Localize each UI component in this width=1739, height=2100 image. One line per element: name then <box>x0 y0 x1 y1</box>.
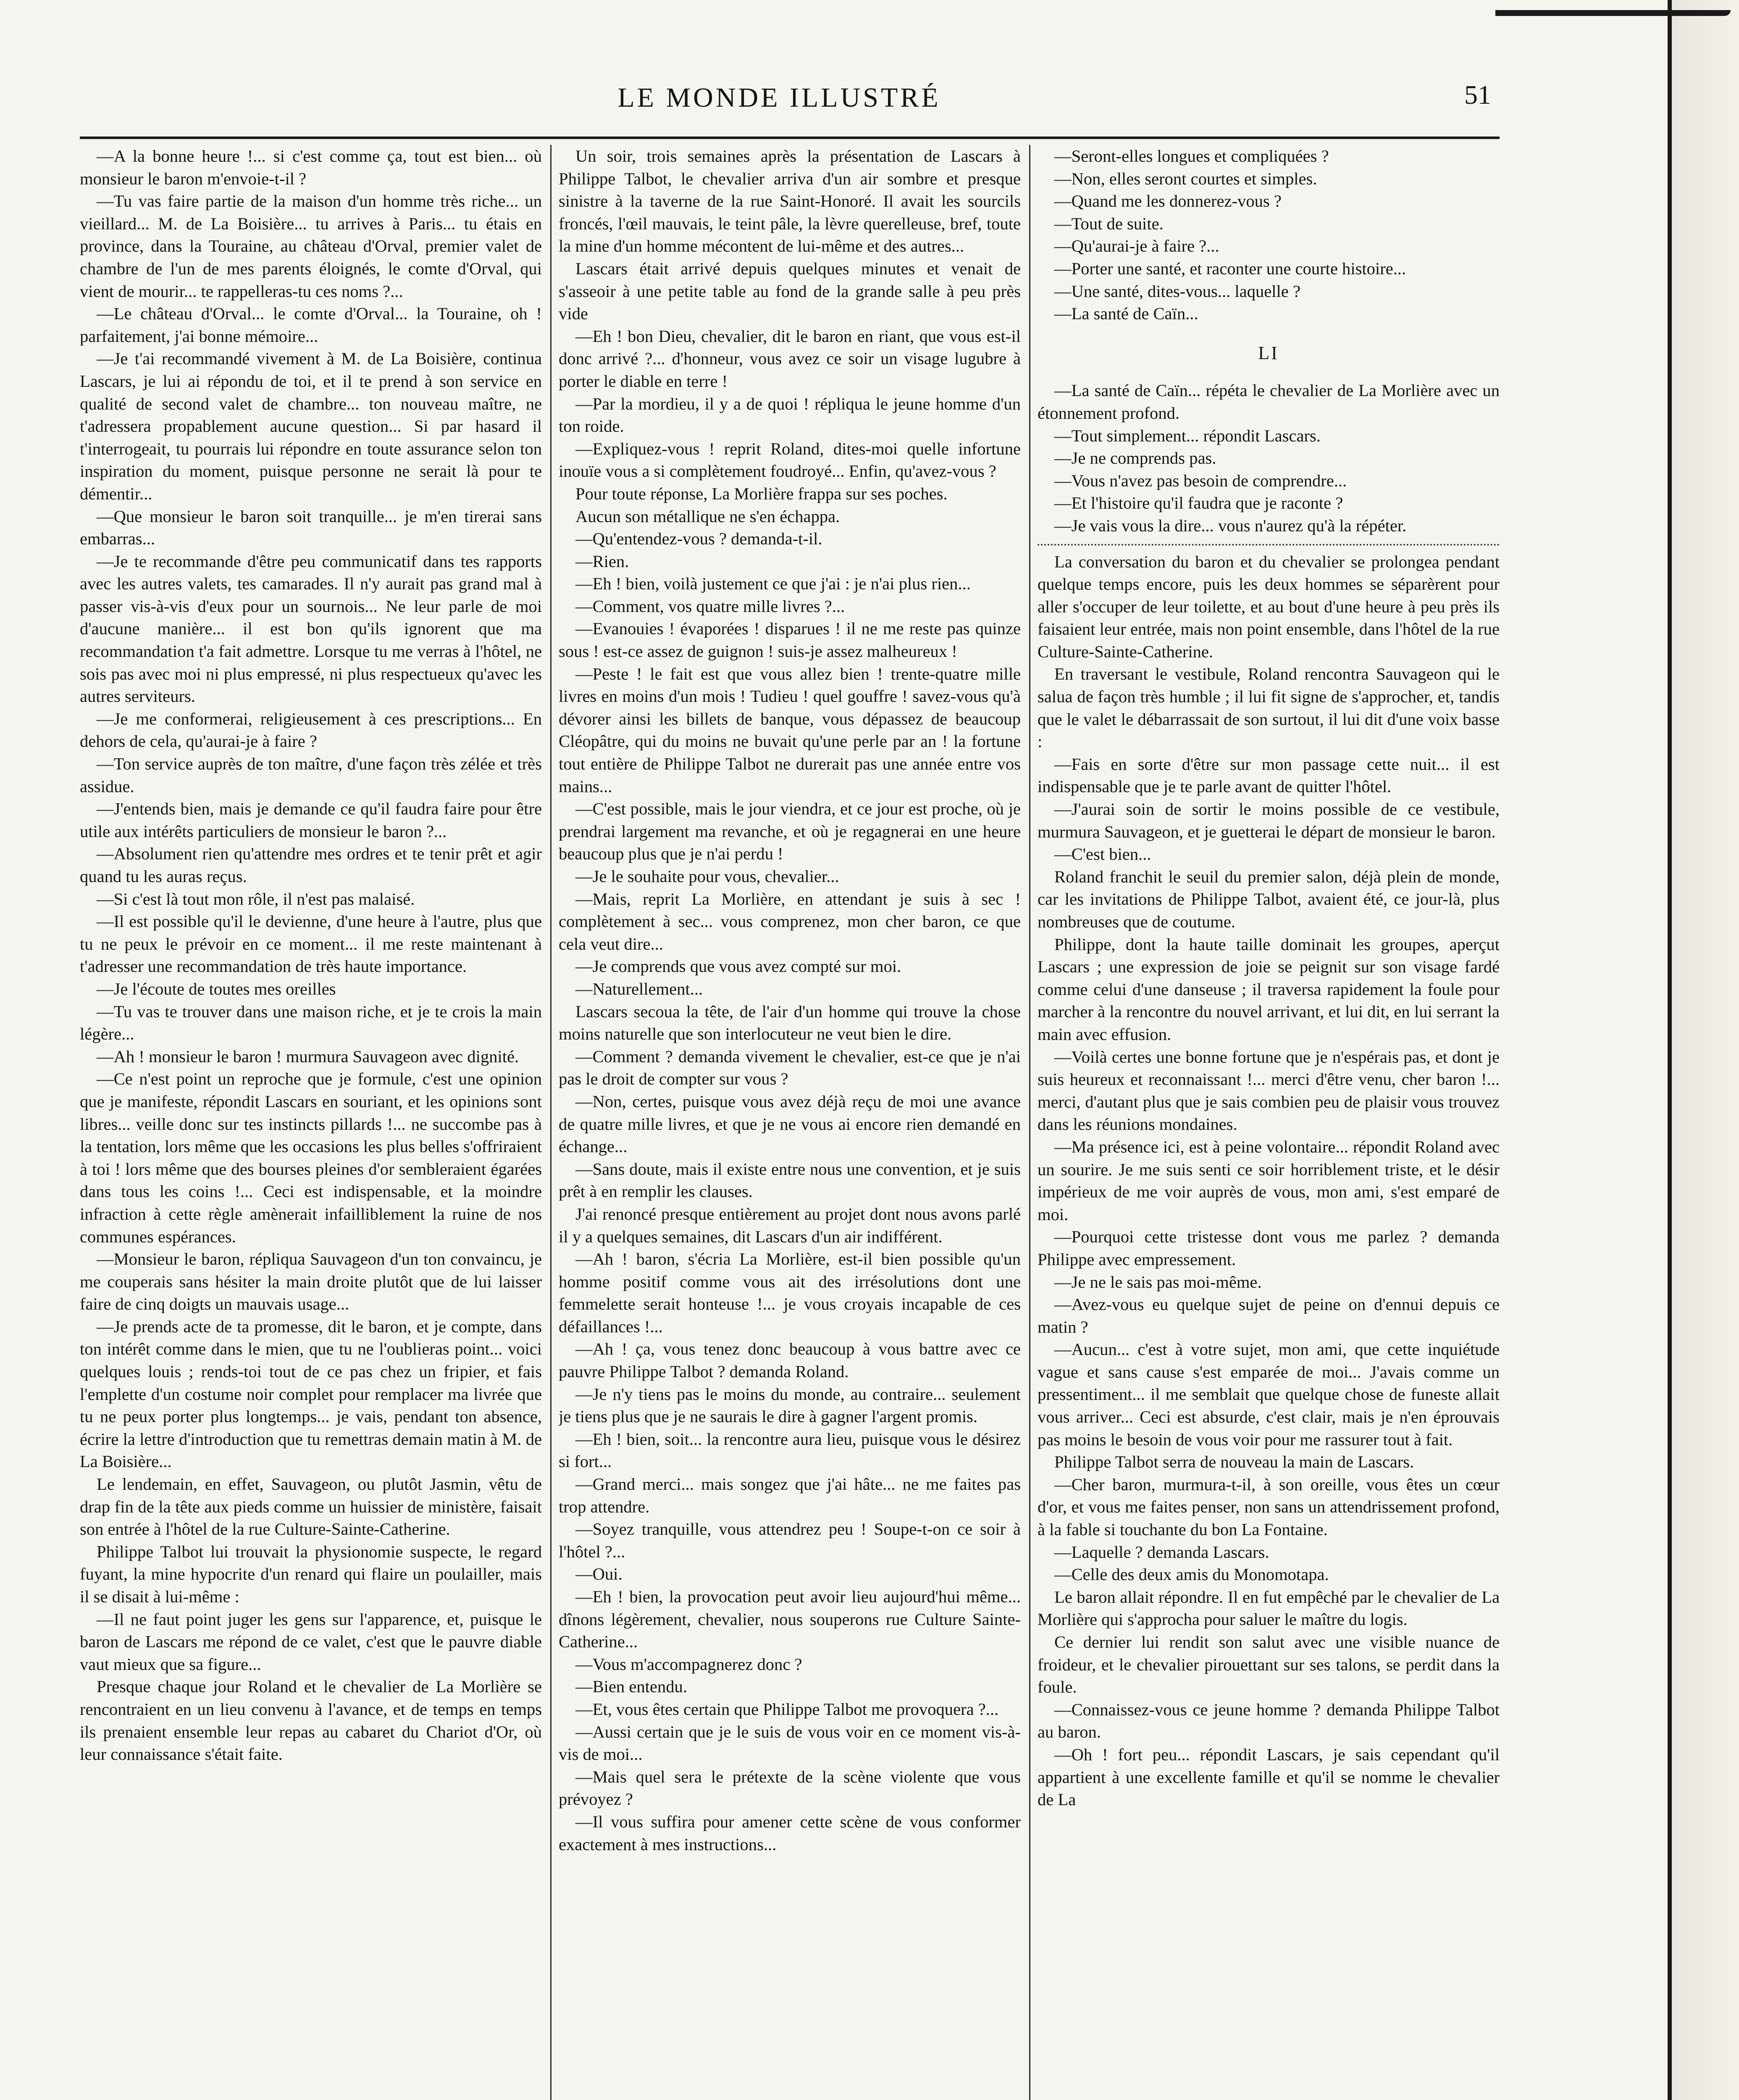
paragraph: —Quand me les donnerez-vous ? <box>1054 192 1282 211</box>
paragraph: En traversant le vestibule, Roland rencontra Sauvageon qui le salua de façon très humble ; il lui fit signe de s'approcher, et, tandis que le valet le débarrassait de son surtout, il lui dit d'une voix basse : <box>1038 664 1500 751</box>
header-rule <box>80 136 1500 139</box>
paragraph: —J'entends bien, mais je demande ce qu'il faudra faire pour être utile aux intérêts particuliers de monsieur le baron ?... <box>80 799 542 841</box>
paragraph: Philippe, dont la haute taille dominait les groupes, aperçut Lascars ; une expression de joie se peignit sur son visage fardé comme celui d'une danseuse ; il traversa rapidement la foule pour marcher à la rencontre du nouvel arrivant, et lui dit, en lui serrant la main avec effusion. <box>1038 934 1500 1044</box>
paragraph: —Non, elles seront courtes et simples. <box>1054 169 1317 188</box>
paragraph: —Non, certes, puisque vous avez déjà reçu de moi une avance de quatre mille livres, et que je ne vous ai encore rien demandé en échange... <box>559 1092 1021 1156</box>
paragraph: —La santé de Caïn... <box>1054 304 1198 323</box>
paragraph: —Eh ! bien, soit... la rencontre aura lieu, puisque vous le désirez si fort... <box>559 1429 1021 1471</box>
paragraph: —Ah ! baron, s'écria La Morlière, est-il bien possible qu'un homme positif comme vous ait des irrésolutions dont une femmelette serait honteuse !... je vous croyais incapable de ces défaillances !... <box>559 1250 1021 1336</box>
chapter-heading: LI <box>1258 342 1279 363</box>
paragraph: —Oui. <box>575 1564 623 1584</box>
paragraph: Roland franchit le seuil du premier salon, déjà plein de monde, car les invitations de Philippe Talbot, avaient été, ce jour-là, plus nombreuses que de coutume. <box>1038 867 1500 931</box>
paragraph: —Avez-vous eu quelque sujet de peine on d'ennui depuis ce matin ? <box>1038 1295 1500 1336</box>
column-1 <box>80 145 542 2100</box>
paragraph: Lascars était arrivé depuis quelques minutes et venait de s'asseoir à une petite table au fond de la grande salle à peu près vide <box>559 259 1021 323</box>
paragraph: —Sans doute, mais il existe entre nous une convention, et je suis prêt à en remplir les clauses. <box>559 1159 1021 1201</box>
paragraph: —Je te recommande d'être peu communicatif dans tes rapports avec les autres valets, tes camarades. Il n'y aurait pas grand mal à passer vis-à-vis d'eux pour un sournois... Ne leur parle de moi d'aucune manière... il est bon qu'ils ignorent que ma recommandation t'a fait admettre. Lorsque tu me verras à l'hôtel, ne sois pas avec moi ni plus empressé, ni plus respectueux qu'avec les autres serviteurs. <box>80 551 542 706</box>
paragraph: Le baron allait répondre. Il en fut empêché par le chevalier de La Morlière qui s'approcha pour saluer le maître du logis. <box>1038 1587 1500 1629</box>
paragraph: —Expliquez-vous ! reprit Roland, dites-moi quelle infortune inouïe vous a si complètement foudroyé... Enfin, qu'avez-vous ? <box>559 439 1021 481</box>
paragraph: —Tu vas faire partie de la maison d'un homme très riche... un vieillard... M. de La Boisière... tu arrives à Paris... tu étais en province, dans la Touraine, au château d'Orval, premier valet de chambre de l'un de mes parents éloignés, le comte d'Orval, qui vient de mourir... te rappelleras-tu ces noms ?... <box>80 192 542 301</box>
paragraph: —Je le souhaite pour vous, chevalier... <box>575 867 839 886</box>
paragraph: —Il ne faut point juger les gens sur l'apparence, et, puisque le baron de Lascars me répond de ce valet, c'est que le pauvre diable vaut mieux que sa figure... <box>80 1609 542 1674</box>
paragraph: —Je prends acte de ta promesse, dit le baron, et je compte, dans ton intérêt comme dans le mien, que tu ne l'oublieras point... voici quelques louis ; rends-toi tout de ce pas chez un fripier, et fais l'emplette d'un costume noir complet pour remplacer ma livrée que tu ne peux porter plus longtemps... je vais, pendant ton absence, écrire la lettre d'introduction que tu remettras demain matin à M. de La Boisière... <box>80 1317 542 1471</box>
paragraph: —Par la mordieu, il y a de quoi ! répliqua le jeune homme d'un ton roide. <box>559 394 1021 436</box>
paragraph: —Vous m'accompagnerez donc ? <box>575 1654 802 1674</box>
paragraph: —C'est possible, mais le jour viendra, et ce jour est proche, où je prendrai largement ma revanche, et où je regagnerai en une heure beaucoup plus que je n'ai perdu ! <box>559 799 1021 864</box>
paragraph: —Vous n'avez pas besoin de comprendre... <box>1054 471 1347 490</box>
paragraph: —Comment ? demanda vivement le chevalier, est-ce que je n'ai pas le droit de compter sur vous ? <box>559 1047 1021 1089</box>
paragraph: —Qu'aurai-je à faire ?... <box>1054 236 1219 256</box>
paragraph: Lascars secoua la tête, de l'air d'un homme qui trouve la chose moins naturelle que son interlocuteur ne veut bien le dire. <box>559 1002 1021 1044</box>
paragraph: Philippe Talbot serra de nouveau la main de Lascars. <box>1054 1452 1414 1472</box>
paragraph: —Grand merci... mais songez que j'ai hâte... ne me faites pas trop attendre. <box>559 1475 1021 1516</box>
paragraph: —Je ne comprends pas. <box>1054 449 1216 468</box>
page-number: 51 <box>1464 80 1491 110</box>
paragraph: Le lendemain, en effet, Sauvageon, ou plutôt Jasmin, vêtu de drap fin de la tête aux pieds comme un huissier de ministère, faisait son entrée à l'hôtel de la rue Culture-Sainte-Catherine. <box>80 1475 542 1539</box>
paragraph: —Je l'écoute de toutes mes oreilles <box>97 979 336 998</box>
paragraph: —J'aurai soin de sortir le moins possible de ce vestibule, murmura Sauvageon, et je guetterai le départ de monsieur le baron. <box>1038 800 1500 841</box>
paragraph: —Et, vous êtes certain que Philippe Talbot me provoquera ?... <box>575 1699 999 1719</box>
paragraph: —Que monsieur le baron soit tranquille... je m'en tirerai sans embarras... <box>80 507 542 549</box>
paragraph: La conversation du baron et du chevalier se prolongea pendant quelque temps encore, puis les deux hommes se séparèrent pour aller s'occuper de leur toilette, et au bout d'une heure à peu près ils faisaient leur entrée, mais non point ensemble, dans l'hôtel de la rue Culture-Sainte-Catherine. <box>1038 552 1500 661</box>
paragraph: —Tout de suite. <box>1054 214 1164 233</box>
paragraph: —Fais en sorte d'être sur mon passage cette nuit... il est indispensable que je te parle avant de quitter l'hôtel. <box>1038 754 1500 796</box>
paragraph: —La santé de Caïn... répéta le chevalier de La Morlière avec un étonnement profond. <box>1038 381 1500 423</box>
paragraph: —Cher baron, murmura-t-il, à son oreille, vous êtes un cœur d'or, et vous me faites penser, non sans un attendrissement profond, à la fable si touchante du bon La Fontaine. <box>1038 1475 1500 1539</box>
column-3-part-b <box>1038 379 1500 537</box>
paragraph: —Une santé, dites-vous... laquelle ? <box>1054 281 1300 301</box>
dotted-separator <box>1038 540 1500 546</box>
paragraph: Philippe Talbot lui trouvait la physionomie suspecte, le regard fuyant, la mine hypocrite d'un renard qui flaire un poulailler, mais il se disait à lui-même : <box>80 1542 542 1606</box>
paragraph: —Voilà certes une bonne fortune que je n'espérais pas, et dont je suis heureux et reconnaissant !... merci d'être venu, cher baron !... merci, d'autant plus que je sais combien peu de plaisir vous trouvez dans les réunions mondaines. <box>1038 1047 1500 1134</box>
paragraph: —Je t'ai recommandé vivement à M. de La Boisière, continua Lascars, je lui ai répondu de toi, et il te prend à son service en qualité de second valet de chambre... ton nouveau maître, ne t'adressera propablement aucune question... Si par hasard il t'interrogeait, tu pourrais lui répondre en toute assurance selon ton inspiration du moment, puisque personne ne serait là pour te démentir... <box>80 349 542 503</box>
paragraph: —Evanouies ! évaporées ! disparues ! il ne me reste pas quinze sous ! est-ce assez de guignon ! suis-je assez malheureux ! <box>559 619 1021 661</box>
paragraph: —Je n'y tiens pas le moins du monde, au contraire... seulement je tiens plus que je ne saurais le dire à gagner l'argent promis. <box>559 1384 1021 1426</box>
paragraph: —Naturellement... <box>575 979 703 998</box>
paragraph: —Qu'entendez-vous ? demanda-t-il. <box>575 529 822 549</box>
paragraph: —Mais, reprit La Morlière, en attendant je suis à sec ! complètement à sec... vous comprenez, mon cher baron, ce que cela veut dire... <box>559 889 1021 953</box>
paragraph: —Je me conformerai, religieusement à ces prescriptions... En dehors de cela, qu'aurai-je à faire ? <box>80 709 542 751</box>
paragraph: Aucun son métallique ne s'en échappa. <box>575 507 840 526</box>
paragraph: Un soir, trois semaines après la présentation de Lascars à Philippe Talbot, le chevalier arriva d'un air sombre et presque sinistre à la taverne de la rue Saint-Honoré. Il avait les sourcils froncés, l'œil mauvais, le teint pâle, la lèvre querelleuse, bref, toute la mine d'un homme mécontent de lui-même et des autres... <box>559 147 1021 256</box>
paragraph: —Ton service auprès de ton maître, d'une façon très zélée et très assidue. <box>80 754 542 796</box>
paragraph: —Je ne le sais pas moi-même. <box>1054 1272 1262 1292</box>
paragraph: —Oh ! fort peu... répondit Lascars, je sais cependant qu'il appartient à une excellente famille et qu'il se nomme le chevalier de La <box>1038 1745 1500 1809</box>
paragraph: —Bien entendu. <box>575 1677 687 1696</box>
paragraph: —Pourquoi cette tristesse dont vous me parlez ? demanda Philippe avec empressement. <box>1038 1227 1500 1269</box>
paragraph: —Il vous suffira pour amener cette scène de vous conformer exactement à mes instructions... <box>559 1812 1021 1854</box>
text-columns <box>80 145 1500 2100</box>
paragraph: J'ai renoncé presque entièrement au projet dont nous avons parlé il y a quelques semaines, dit Lascars d'un air indifférent. <box>559 1204 1021 1246</box>
paragraph: Pour toute réponse, La Morlière frappa sur ses poches. <box>575 484 948 503</box>
paragraph: —Seront-elles longues et compliquées ? <box>1054 147 1329 165</box>
paragraph: —Soyez tranquille, vous attendrez peu ! Soupe-t-on ce soir à l'hôtel ?... <box>559 1520 1021 1561</box>
paragraph: —Le château d'Orval... le comte d'Orval... la Touraine, oh ! parfaitement, j'ai bonne mémoire... <box>80 304 542 346</box>
column-divider <box>1029 145 1030 2100</box>
column-divider <box>550 145 552 2100</box>
paragraph: Presque chaque jour Roland et le chevalier de La Morlière se rencontraient en un lieu convenu à l'avance, et de temps en temps ils prenaient ensemble leur repas au cabaret du Chariot d'Or, où leur connaissance s'était faite. <box>80 1677 542 1764</box>
paragraph: —Si c'est là tout mon rôle, il n'est pas malaisé. <box>97 889 415 908</box>
paragraph: —Ma présence ici, est à peine volontaire... répondit Roland avec un sourire. Je me suis senti ce soir horriblement triste, et le désir impérieux de me voir auprès de vous, mon ami, s'est emparé de moi. <box>1038 1137 1500 1224</box>
paragraph: —Celle des deux amis du Monomotapa. <box>1054 1565 1329 1584</box>
paragraph: —Aucun... c'est à votre sujet, mon ami, que cette inquiétude vague et sans cause s'est emparée de moi... J'avais comme un pressentiment... il me semblait que quelque chose de funeste allait vous arriver... Ceci est absurde, c'est clair, mais je n'en éprouvais pas moins le besoin de vous voir pour me rassurer tout à fait. <box>1038 1340 1500 1449</box>
paragraph: —C'est bien... <box>1054 845 1151 864</box>
paragraph: —Tu vas te trouver dans une maison riche, et je te crois la main légère... <box>80 1002 542 1044</box>
column-2 <box>559 145 1021 2100</box>
paragraph: —Je vais vous la dire... vous n'aurez qu'à la répéter. <box>1054 516 1407 535</box>
paragraph: —Absolument rien qu'attendre mes ordres et te tenir prêt et agir quand tu les auras reçus. <box>80 844 542 886</box>
paragraph: —Eh ! bon Dieu, chevalier, dit le baron en riant, que vous est-il donc arrivé ?... d'honneur, vous avez ce soir un visage lugubre à porter le diable en terre ! <box>559 326 1021 391</box>
paragraph: —Eh ! bien, voilà justement ce que j'ai : je n'ai plus rien... <box>575 574 971 593</box>
column-3 <box>1038 145 1500 2100</box>
paragraph: —Monsieur le baron, répliqua Sauvageon d'un ton convaincu, je me couperais sans hésiter la main droite plutôt que de lui laisser faire de cinq doigts un mauvais usage... <box>80 1250 542 1314</box>
paragraph: Ce dernier lui rendit son salut avec une visible nuance de froideur, et le chevalier pirouettant sur ses talons, se perdit dans la foule. <box>1038 1633 1500 1697</box>
paragraph: —Comment, vos quatre mille livres ?... <box>575 596 845 616</box>
column-3-part-c <box>1038 551 1500 1811</box>
newspaper-title: LE MONDE ILLUSTRÉ <box>617 82 941 113</box>
paragraph: —Eh ! bien, la provocation peut avoir lieu aujourd'hui même... dînons légèrement, chevalier, nous souperons rue Culture Sainte-Catherine... <box>559 1587 1021 1651</box>
paragraph: —Ah ! ça, vous tenez donc beaucoup à vous battre avec ce pauvre Philippe Talbot ? demanda Roland. <box>559 1339 1021 1381</box>
column-3-part-a <box>1038 145 1500 325</box>
page-header <box>63 74 1495 120</box>
paragraph: —Laquelle ? demanda Lascars. <box>1054 1542 1269 1562</box>
paragraph: —Il est possible qu'il le devienne, d'une heure à l'autre, plus que tu ne peux le prévoir en ce moment... il me reste maintenant à t'adresser une recommandation de très haute importance. <box>80 912 542 976</box>
paragraph: —Ce n'est point un reproche que je formule, c'est une opinion que je manifeste, répondit Lascars en souriant, et les opinions sont libres... veille donc sur tes instincts pillards !... ne succombe pas à la tentation, lors même que les occasions les plus belles s'offriraient à toi ! lors même que des bourses pleines d'or sembleraient égarées dans tous les coins !... Ceci est indispensable, et la moindre infraction à cette règle amènerait infailliblement la ruine de nos communes espérances. <box>80 1069 542 1246</box>
paragraph: —Rien. <box>575 551 629 571</box>
paragraph: —Mais quel sera le prétexte de la scène violente que vous prévoyez ? <box>559 1767 1021 1809</box>
paragraph: —Porter une santé, et raconter une courte histoire... <box>1054 259 1406 278</box>
paragraph: —Peste ! le fait est que vous allez bien ! trente-quatre mille livres en moins d'un mois ! Tudieu ! quel gouffre ! savez-vous qu'à dévorer ainsi les billets de banque, vous dépassez de beaucoup Cléopâtre, qui du moins ne buvait qu'une perle par an ! la fortune tout entière de Philippe Talbot ne durerait pas une année entre vos mains... <box>559 664 1021 796</box>
paragraph: —Tout simplement... répondit Lascars. <box>1054 426 1321 445</box>
paragraph: —Ah ! monsieur le baron ! murmura Sauvageon avec dignité. <box>97 1047 519 1066</box>
page-edge <box>1668 0 1739 2100</box>
paragraph: —Aussi certain que je le suis de vous voir en ce moment vis-à-vis de moi... <box>559 1722 1021 1764</box>
paragraph: —A la bonne heure !... si c'est comme ça, tout est bien... où monsieur le baron m'envoie-t-il ? <box>80 147 542 188</box>
paragraph: —Et l'histoire qu'il faudra que je raconte ? <box>1054 494 1343 513</box>
paragraph: —Je comprends que vous avez compté sur moi. <box>575 957 901 976</box>
paragraph: —Connaissez-vous ce jeune homme ? demanda Philippe Talbot au baron. <box>1038 1700 1500 1742</box>
